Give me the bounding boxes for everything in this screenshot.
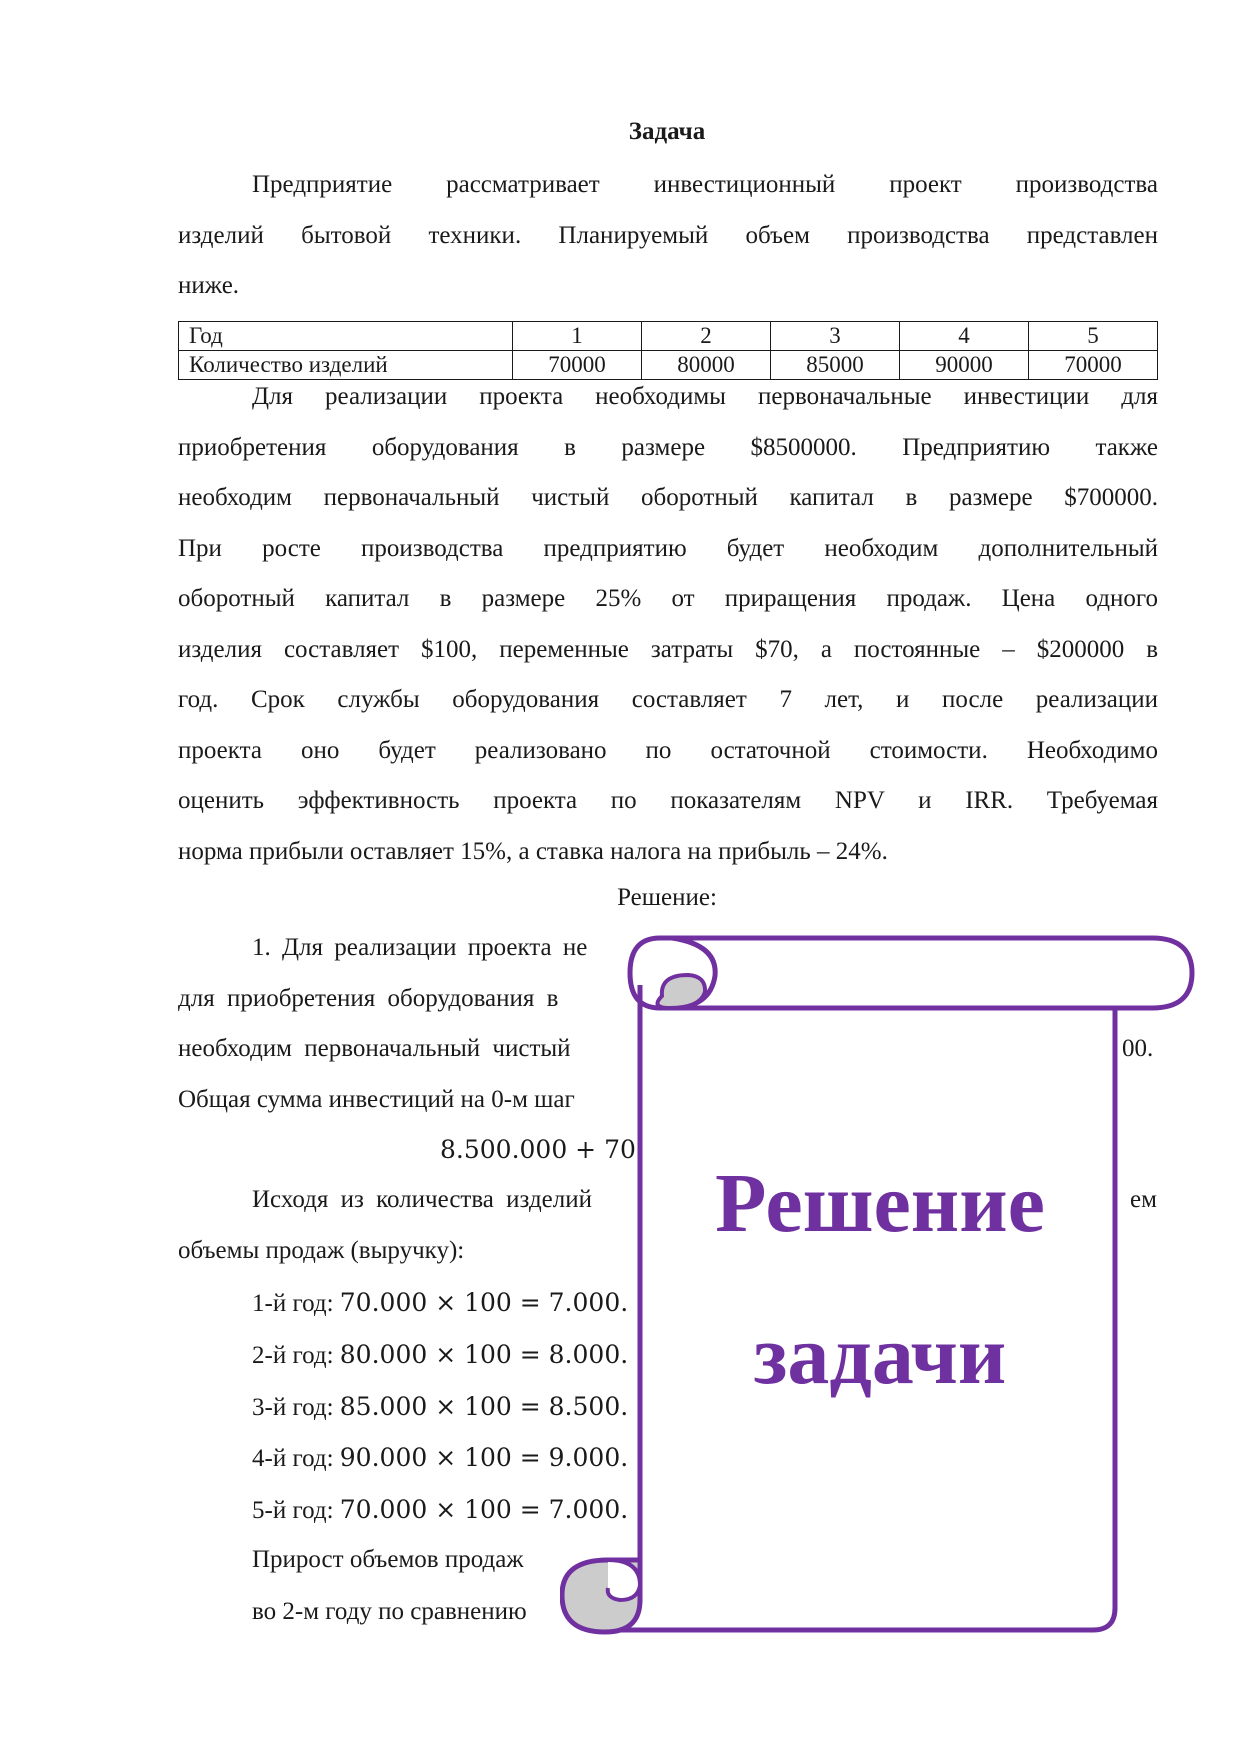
table-cell-quantity: 70000: [1029, 351, 1158, 380]
intro-line: ниже.: [178, 272, 240, 299]
conditions-line: оборотный капитал в размере 25% от приращения продаж. Цена одного: [178, 585, 1158, 612]
table-cell-year: 2: [642, 322, 771, 351]
growth-line: Прирост объемов продаж: [252, 1546, 524, 1573]
page-title: Задача: [628, 118, 706, 145]
sales-intro-line: Исходя из количества изделий: [252, 1186, 593, 1213]
intro-line: изделий бытовой техники. Планируемый объем производства представлен: [178, 221, 1158, 249]
step1-line: для приобретения оборудования в: [178, 985, 559, 1012]
overlay-line1: Решение: [715, 1157, 1045, 1250]
sales-year-label: 3-й год:: [252, 1394, 334, 1421]
sales-year-label: 2-й год:: [252, 1342, 334, 1369]
sales-formula: 85.000 × 100 = 8.500.: [339, 1392, 629, 1421]
table-cell-year: 1: [513, 322, 642, 351]
scroll-overlay: [560, 925, 1210, 1650]
table-cell-year: 3: [771, 322, 900, 351]
sales-year-label: 1-й год:: [252, 1290, 334, 1317]
conditions-line: При росте производства предприятию будет необходим дополнительный: [178, 534, 1158, 562]
scroll-shape: [562, 938, 1192, 1632]
conditions-line: норма прибыли оставляет 15%, а ставка налога на прибыль – 24%.: [178, 837, 888, 865]
sales-intro-right-fragment: ем: [1130, 1186, 1157, 1213]
table-cell-quantity: 70000: [513, 351, 642, 380]
table-cell-quantity: 80000: [642, 351, 771, 380]
conditions-line: год. Срок службы оборудования составляет 7 лет, и после реализации: [178, 686, 1158, 713]
table-cell-quantity: 90000: [900, 351, 1029, 380]
conditions-line: проекта оно будет реализовано по остаточной стоимости. Необходимо: [178, 736, 1158, 764]
step1-line: необходим первоначальный чистый: [178, 1035, 571, 1062]
sales-intro-line: объемы продаж (выручку):: [178, 1237, 465, 1264]
conditions-paragraph: [178, 372, 1158, 877]
step1-line: 1. Для реализации проекта не: [252, 934, 588, 961]
table-cell-quantity: 85000: [771, 351, 900, 380]
table-row: [179, 322, 1158, 351]
conditions-line: необходим первоначальный чистый оборотный капитал в размере $700000.: [178, 484, 1158, 511]
table-cell-year: 4: [900, 322, 1029, 351]
table-header-label: Год: [179, 322, 513, 351]
sales-formula: 90.000 × 100 = 9.000.: [339, 1443, 629, 1472]
conditions-line: Для реализации проекта необходимы первоначальные инвестиции для: [252, 383, 1158, 410]
solution-heading: Решение:: [617, 884, 717, 911]
table-row-label: Количество изделий: [179, 351, 513, 380]
step1-line: Общая сумма инвестиций на 0-м шаг: [178, 1086, 575, 1113]
conditions-line: приобретения оборудования в размере $8500000. Предприятию также: [178, 433, 1158, 461]
step1-right-fragment: 00.: [1122, 1035, 1154, 1062]
sales-year-label: 5-й год:: [252, 1497, 334, 1524]
growth-line: во 2-м году по сравнению: [252, 1598, 527, 1625]
conditions-line: оценить эффективность проекта по показателям NPV и IRR. Требуемая: [178, 787, 1158, 814]
investment-formula: 8.500.000 + 70: [440, 1135, 636, 1164]
intro-paragraph: [178, 160, 1158, 312]
sales-formula: 80.000 × 100 = 8.000.: [339, 1340, 629, 1369]
intro-line: Предприятие рассматривает инвестиционный проект производства: [252, 171, 1158, 198]
sales-formula: 70.000 × 100 = 7.000.: [339, 1288, 629, 1317]
sales-year-label: 4-й год:: [252, 1445, 334, 1472]
overlay-line2: задачи: [753, 1309, 1007, 1402]
conditions-line: изделия составляет $100, переменные затраты $70, а постоянные – $200000 в: [178, 635, 1158, 663]
table-cell-year: 5: [1029, 322, 1158, 351]
sales-formula: 70.000 × 100 = 7.000.: [339, 1495, 629, 1524]
